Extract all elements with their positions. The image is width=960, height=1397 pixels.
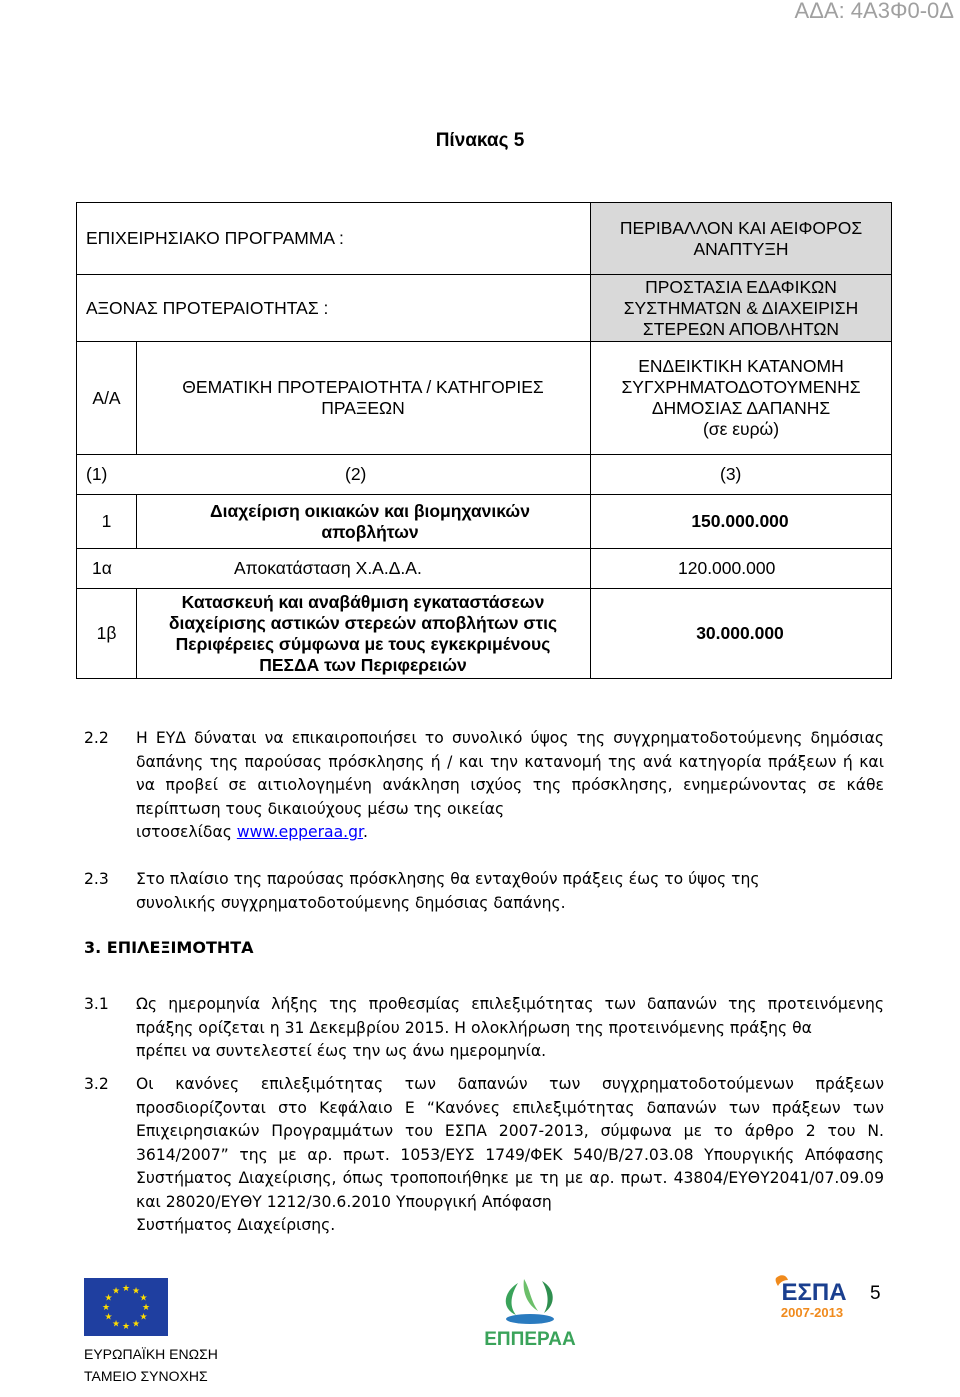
svg-text:★: ★ <box>121 1322 131 1332</box>
espa-years: 2007-2013 <box>780 1305 844 1320</box>
allocation-unit: (σε ευρώ) <box>702 419 780 439</box>
svg-text:★: ★ <box>111 1319 121 1330</box>
epperaa-logo-text: ΕΠΠΕΡΑΑ <box>484 1329 576 1350</box>
paragraph-text: Οι κανόνες επιλεξιμότητας των δαπανών των συγχρηματοδοτούμενων πράξεων προσδιορίζονται στο Κεφάλαιο Ε “Κανόνες επιλεξιμότητας δαπανών των πράξεων των Επιχειρησιακών Προγραμμάτων του ΕΣΠΑ 2007-2013, σύμφωνα με το άρθρο 2 του Ν. 3614/2007” της με αρ. πρωτ. 1053/ΕΥΣ 1749/ΦΕΚ 540/Β/27.03.08 Υπουργικής Απόφασης Συστήματος Διαχείρισης, όπως τροποποιήθηκε με τη με αρ. πρωτ. 43804/ΕΥΘΥ2041/07.09.09 και 28020/ΕΥΘΥ 1212/30.6.2010 Υπουργική Απόφαση <box>136 1075 884 1211</box>
svg-text:★: ★ <box>104 1312 113 1323</box>
program-value: ΠΕΡΙΒΑΛΛΟΝ ΚΑΙ ΑΕΙΦΟΡΟΣ ΑΝΑΠΤΥΞΗ <box>619 217 863 259</box>
epperaa-website-link[interactable]: www.epperaa.gr <box>236 823 363 841</box>
paragraph-number: 3.1 <box>84 995 109 1013</box>
svg-text:★: ★ <box>104 1293 113 1304</box>
eu-caption <box>84 1343 304 1387</box>
svg-text:★: ★ <box>139 1312 148 1323</box>
table-border <box>590 202 591 679</box>
table-border <box>76 678 892 679</box>
svg-text:★: ★ <box>101 1303 111 1313</box>
paragraph-text: συνολικής συγχρηματοδοτούμενης δημόσιας δαπάνης. <box>136 893 566 912</box>
paragraph-number: 2.2 <box>84 729 109 747</box>
espa-logo <box>772 1272 848 1330</box>
table-title: Πίνακας 5 <box>435 130 525 151</box>
axis-value: ΠΡΟΣΤΑΣΙΑ ΕΔΑΦΙΚΩΝ ΣΥΣΤΗΜΑΤΩΝ & ΔΙΑΧΕΙΡΙΣΗ ΣΤΕΡΕΩΝ ΑΠΟΒΛΗΤΩΝ <box>623 276 859 339</box>
row-description: Κατασκευή και αναβάθμιση εγκαταστάσεων διαχείρισης αστικών στερεών αποβλήτων στις Περιφέρειες σύμφωνα με τους εγκεκριμένους ΠΕΣΔΑ των Περιφερειών <box>168 591 558 675</box>
section-heading: 3. ΕΠΙΛΕΞΙΜΟΤΗΤΑ <box>84 938 254 957</box>
column-header-theme: ΘΕΜΑΤΙΚΗ ΠΡΟΤΕΡΑΙΟΤΗΤΑ / ΚΑΤΗΓΟΡΙΕΣ ΠΡΑΞΕΩΝ <box>182 377 544 418</box>
svg-text:★: ★ <box>131 1286 141 1297</box>
paragraph-text: Ως ημερομηνία λήξης της προθεσμίας επιλεξιμότητας των δαπανών της προτεινόμενης πράξης ορίζεται η 31 Δεκεμβρίου 2015. Η ολοκλήρωση της προτεινόμενης πράξης θα <box>136 995 884 1037</box>
eu-flag-logo <box>84 1278 168 1336</box>
column-header-aa: Α/Α <box>92 387 121 408</box>
paragraph-number: 3.2 <box>84 1075 109 1093</box>
paragraph-2-3 <box>84 868 884 915</box>
paragraph-text: Συστήματος Διαχείρισης. <box>136 1216 336 1234</box>
svg-text:★: ★ <box>131 1319 141 1330</box>
column-index-2: (2) <box>345 464 367 484</box>
row-description: Διαχείριση οικιακών και βιομηχανικών αποβλήτων <box>210 500 530 542</box>
column-header-allocation <box>596 342 886 454</box>
table-border <box>136 494 137 549</box>
table-border <box>891 202 892 679</box>
eu-caption-line: ΕΥΡΩΠΑΪΚΗ ΕΝΩΣΗ <box>84 1346 218 1362</box>
row-amount: 30.000.000 <box>696 623 784 643</box>
table-border <box>136 588 137 679</box>
eu-caption-line: ΤΑΜΕΙΟ ΣΥΝΟΧΗΣ <box>84 1368 208 1384</box>
row-aa: 1 <box>101 511 112 531</box>
paragraph-text: ιστοσελίδας <box>136 823 237 841</box>
row-amount: 120.000.000 <box>678 558 776 578</box>
table-border <box>136 341 137 455</box>
column-index-1: (1) <box>86 464 108 484</box>
paragraph-3-1 <box>84 993 884 1064</box>
paragraph-text: πρέπει να συντελεστεί έως την ως άνω ημερομηνία. <box>136 1042 547 1060</box>
epperaa-logo <box>472 1275 632 1355</box>
row-amount: 150.000.000 <box>691 511 789 531</box>
axis-label: ΑΞΟΝΑΣ ΠΡΟΤΕΡΑΙΟΤΗΤΑΣ : <box>86 297 329 318</box>
program-label: ΕΠΙΧΕΙΡΗΣΙΑΚΟ ΠΡΟΓΡΑΜΜΑ : <box>86 228 344 248</box>
row-aa: 1β <box>96 623 117 643</box>
paragraph-2-2 <box>84 727 884 845</box>
svg-text:★: ★ <box>111 1286 121 1297</box>
ada-watermark: ΑΔΑ: 4Α3Φ0-0Δ <box>794 0 954 23</box>
svg-text:★: ★ <box>121 1284 131 1294</box>
paragraph-3-2 <box>84 1073 884 1238</box>
paragraph-text: Η ΕΥΔ δύναται να επικαιροποιήσει το συνολικό ύψος της συγχρηματοδοτούμενης δημόσιας δαπάνης της παρούσας πρόσκλησης ή / και την κατανομή της ανά κατηγορία πράξεων ή και να προβεί σε αιτιολογημένη ανάκληση ισχύος της πρόσκλησης, ενημερώνοντας σε κάθε περίπτωση τους δικαιούχους μέσω της οικείας <box>136 729 884 818</box>
row-description: Αποκατάσταση Χ.Α.Δ.Α. <box>234 558 422 578</box>
page-number: 5 <box>870 1283 881 1304</box>
svg-text:★: ★ <box>139 1293 148 1304</box>
row-aa: 1α <box>92 558 112 578</box>
paragraph-number: 2.3 <box>84 870 109 888</box>
espa-logo-text: ΕΣΠΑ <box>781 1279 847 1306</box>
paragraph-text: Στο πλαίσιο της παρούσας πρόσκλησης θα ενταχθούν πράξεις έως το ύψος της <box>136 870 760 888</box>
column-index-3: (3) <box>720 464 742 484</box>
allocation-title: ΕΝΔΕΙΚΤΙΚΗ ΚΑΤΑΝΟΜΗ ΣΥΓΧΡΗΜΑΤΟΔΟΤΟΥΜΕΝΗΣ ΔΗΜΟΣΙΑΣ ΔΑΠΑΝΗΣ <box>621 356 861 418</box>
paragraph-text: . <box>362 823 368 841</box>
svg-text:★: ★ <box>141 1303 151 1313</box>
